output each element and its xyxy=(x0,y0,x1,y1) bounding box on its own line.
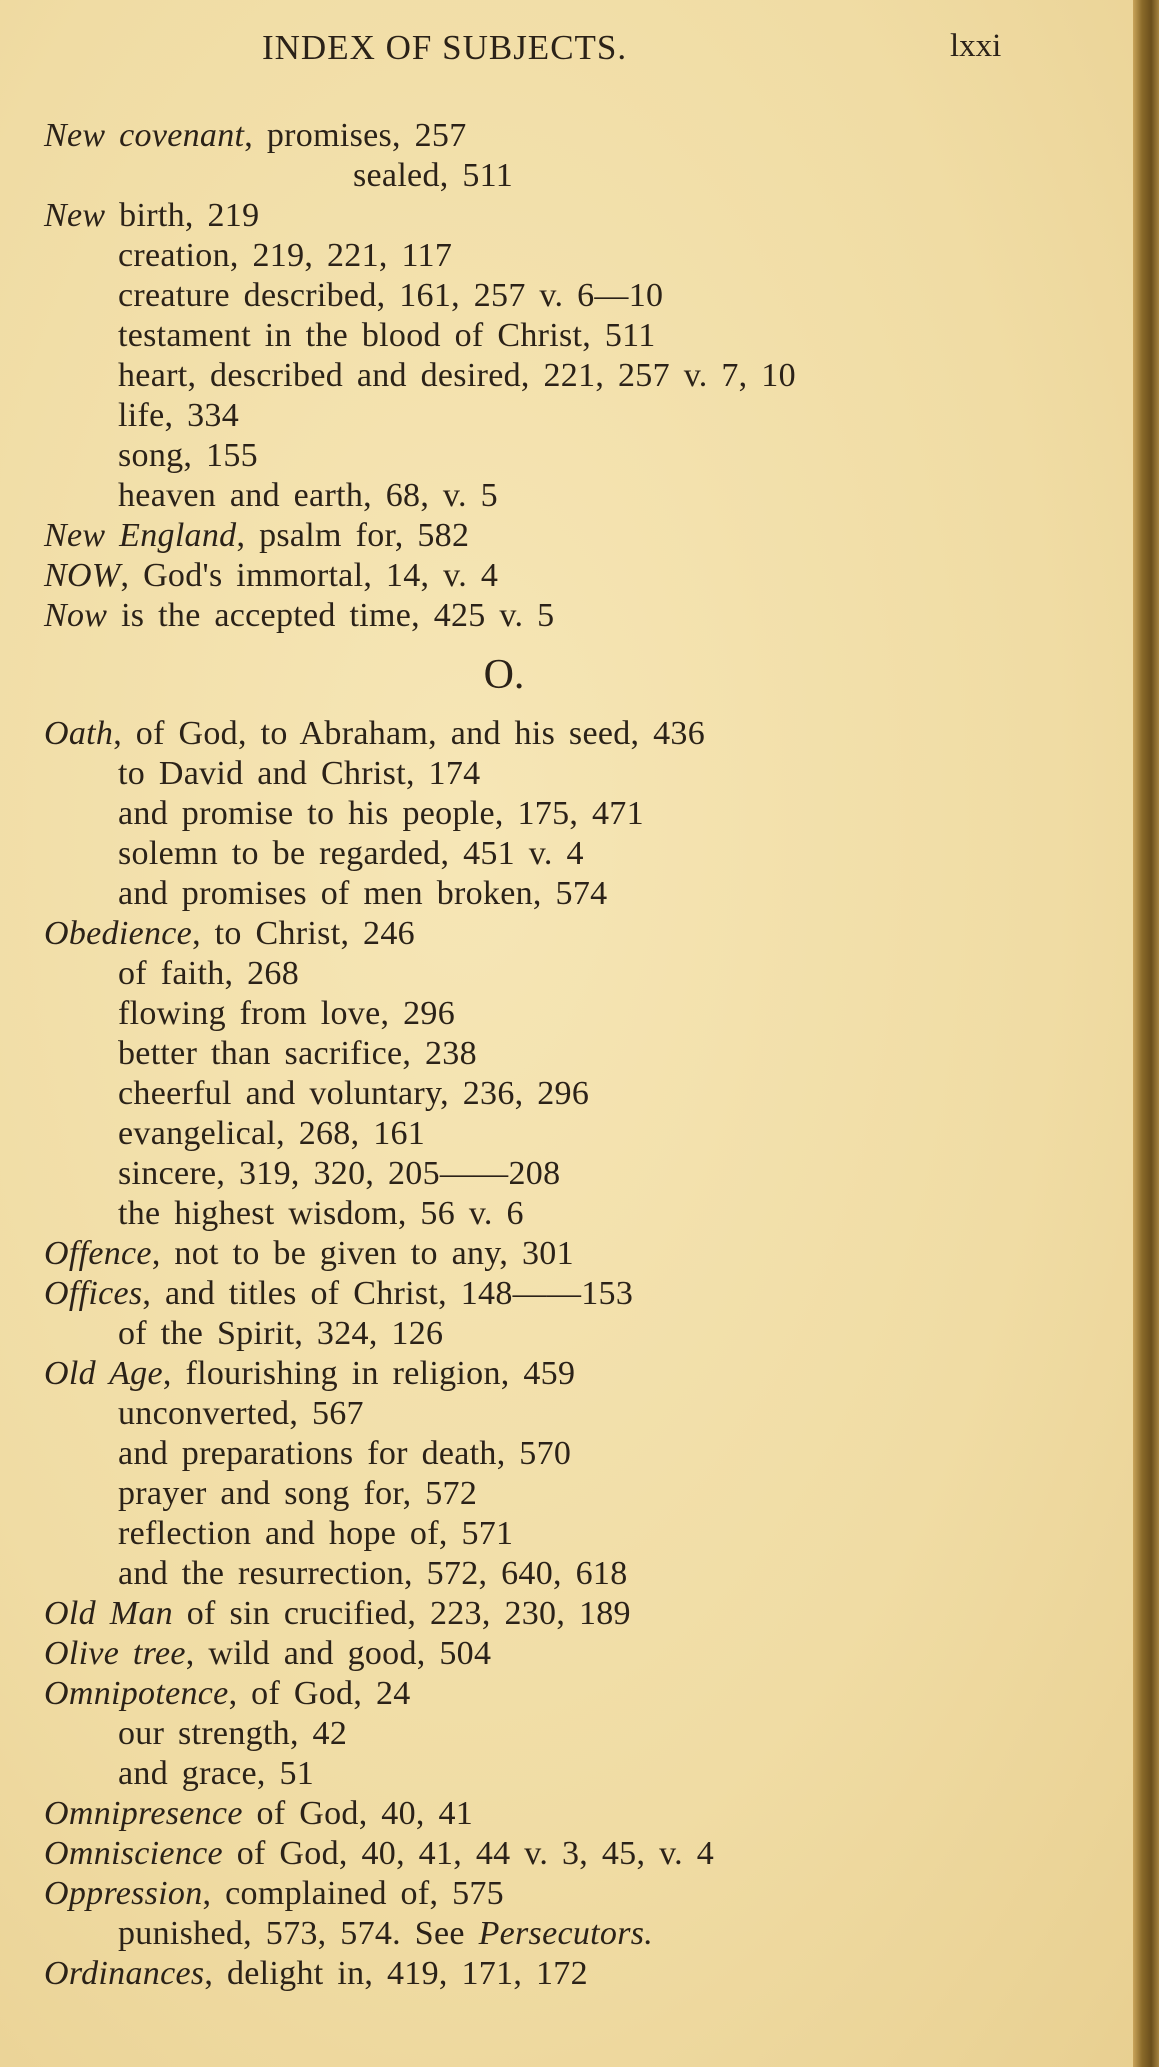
entry-heading: Old Age xyxy=(44,1355,163,1392)
entry-references: flowing from love, 296 xyxy=(118,995,455,1032)
index-entry xyxy=(44,1274,1124,1314)
index-subentry xyxy=(44,276,1124,316)
entry-heading: Omnipresence xyxy=(44,1795,243,1832)
entry-references: cheerful and voluntary, 236, 296 xyxy=(118,1075,590,1112)
entry-references: testament in the blood of Christ, 511 xyxy=(118,317,656,354)
index-entry xyxy=(44,1794,1124,1834)
section-heading-o: O. xyxy=(483,652,525,698)
index-subentry xyxy=(44,1034,1124,1074)
entry-heading: Offices xyxy=(44,1275,143,1312)
entry-references: , complained of, 575 xyxy=(202,1875,504,1912)
index-subentry xyxy=(44,1314,1124,1354)
entry-heading: Omnipotence xyxy=(44,1675,229,1712)
running-title: INDEX OF SUBJECTS. xyxy=(262,28,628,67)
entry-references: heart, described and desired, 221, 257 v. 7, 10 xyxy=(118,357,796,394)
entry-references: is the accepted time, 425 v. 5 xyxy=(107,597,555,634)
entry-references: our strength, 42 xyxy=(118,1715,348,1752)
index-entry xyxy=(44,556,1124,596)
entry-heading: Offence xyxy=(44,1235,152,1272)
entry-references: sealed, 511 xyxy=(353,157,513,194)
entry-references: , of God, 24 xyxy=(228,1675,411,1712)
index-subentry xyxy=(44,1394,1124,1434)
index-entry xyxy=(44,1234,1124,1274)
index-subentry xyxy=(44,1514,1124,1554)
entry-heading: Omniscience xyxy=(44,1835,223,1872)
entry-references: and promise to his people, 175, 471 xyxy=(118,795,644,832)
index-entry xyxy=(44,914,1124,954)
entry-heading: New England xyxy=(44,517,237,554)
entry-references: the highest wisdom, 56 v. 6 xyxy=(118,1195,524,1232)
entry-references: , wild and good, 504 xyxy=(185,1635,492,1672)
index-subentry xyxy=(44,1554,1124,1594)
page-number: lxxi xyxy=(950,28,1002,64)
index-entry xyxy=(44,596,1124,636)
index-entry xyxy=(44,1674,1124,1714)
entry-references: of sin crucified, 223, 230, 189 xyxy=(172,1595,631,1632)
index-list xyxy=(44,116,1124,1994)
index-group-n xyxy=(44,116,1124,636)
entry-references: song, 155 xyxy=(118,437,258,474)
index-entry xyxy=(44,1634,1124,1674)
index-entry xyxy=(44,1954,1124,1994)
index-subentry xyxy=(44,1714,1124,1754)
index-subentry xyxy=(44,954,1124,994)
entry-heading: New covenant xyxy=(44,117,245,154)
entry-references: reflection and hope of, 571 xyxy=(118,1515,514,1552)
index-subentry xyxy=(44,436,1124,476)
entry-references: to David and Christ, 174 xyxy=(118,755,481,792)
entry-references: , delight in, 419, 171, 172 xyxy=(204,1955,588,1992)
entry-references: of God, 40, 41, 44 v. 3, 45, v. 4 xyxy=(222,1835,715,1872)
entry-references: , God's immortal, 14, v. 4 xyxy=(120,557,499,594)
entry-references: birth, 219 xyxy=(105,197,260,234)
index-subentry xyxy=(44,1434,1124,1474)
index-entry xyxy=(44,196,1124,236)
entry-heading: Ordinances xyxy=(44,1955,205,1992)
index-subentry xyxy=(44,396,1124,436)
index-entry xyxy=(44,1874,1124,1914)
index-entry xyxy=(44,1354,1124,1394)
entry-references: , of God, to Abraham, and his seed, 436 xyxy=(113,715,706,752)
entry-references: , not to be given to any, 301 xyxy=(151,1235,574,1272)
index-subentry xyxy=(44,1114,1124,1154)
entry-heading: Now xyxy=(44,597,108,634)
index-subentry xyxy=(44,1154,1124,1194)
index-subentry xyxy=(44,1914,1124,1954)
entry-references: sincere, 319, 320, 205——208 xyxy=(118,1155,561,1192)
index-subentry xyxy=(44,1474,1124,1514)
index-subentry xyxy=(44,316,1124,356)
entry-references: life, 334 xyxy=(118,397,240,434)
index-entry xyxy=(44,116,1124,156)
entry-heading: Obedience xyxy=(44,915,193,952)
entry-references: of the Spirit, 324, 126 xyxy=(118,1315,444,1352)
page-header xyxy=(0,28,1159,78)
entry-references: , psalm for, 582 xyxy=(236,517,470,554)
entry-references: evangelical, 268, 161 xyxy=(118,1115,426,1152)
index-subentry xyxy=(44,156,1124,196)
entry-references: better than sacrifice, 238 xyxy=(118,1035,477,1072)
entry-references: solemn to be regarded, 451 v. 4 xyxy=(118,835,584,872)
entry-references: , and titles of Christ, 148——153 xyxy=(142,1275,634,1312)
entry-references: and promises of men broken, 574 xyxy=(118,875,608,912)
index-entry xyxy=(44,516,1124,556)
entry-heading: Olive tree xyxy=(44,1635,186,1672)
index-subentry xyxy=(44,994,1124,1034)
entry-references: and preparations for death, 570 xyxy=(118,1435,572,1472)
entry-references: and grace, 51 xyxy=(118,1755,315,1792)
entry-references: and the resurrection, 572, 640, 618 xyxy=(118,1555,628,1592)
index-subentry xyxy=(44,236,1124,276)
entry-heading: Oath xyxy=(44,715,114,752)
entry-heading: New xyxy=(44,197,106,234)
index-subentry xyxy=(44,1194,1124,1234)
index-entry xyxy=(44,1594,1124,1634)
index-subentry xyxy=(44,1754,1124,1794)
index-subentry xyxy=(44,874,1124,914)
entry-references: , flourishing in religion, 459 xyxy=(162,1355,576,1392)
index-subentry xyxy=(44,834,1124,874)
entry-references: , to Christ, 246 xyxy=(192,915,415,952)
entry-references: creature described, 161, 257 v. 6—10 xyxy=(118,277,664,314)
entry-references: of God, 40, 41 xyxy=(242,1795,474,1832)
index-subentry xyxy=(44,1074,1124,1114)
entry-references: unconverted, 567 xyxy=(118,1395,364,1432)
index-subentry xyxy=(44,794,1124,834)
entry-references: creation, 219, 221, 117 xyxy=(118,237,453,274)
entry-references: of faith, 268 xyxy=(118,955,300,992)
entry-cross-reference: Persecutors. xyxy=(478,1915,654,1952)
book-binding-edge xyxy=(1133,0,1159,2067)
entry-references: heaven and earth, 68, v. 5 xyxy=(118,477,498,514)
entry-references: punished, 573, 574. See xyxy=(118,1915,479,1952)
index-subentry xyxy=(44,754,1124,794)
index-entry xyxy=(44,714,1124,754)
entry-heading: Oppression xyxy=(44,1875,203,1912)
index-entry xyxy=(44,1834,1124,1874)
index-subentry xyxy=(44,356,1124,396)
index-subentry xyxy=(44,476,1124,516)
entry-heading: NOW xyxy=(44,557,121,594)
index-group-o xyxy=(44,714,1124,1994)
entry-heading: Old Man xyxy=(44,1595,173,1632)
entry-references: prayer and song for, 572 xyxy=(118,1475,478,1512)
entry-references: , promises, 257 xyxy=(244,117,467,154)
